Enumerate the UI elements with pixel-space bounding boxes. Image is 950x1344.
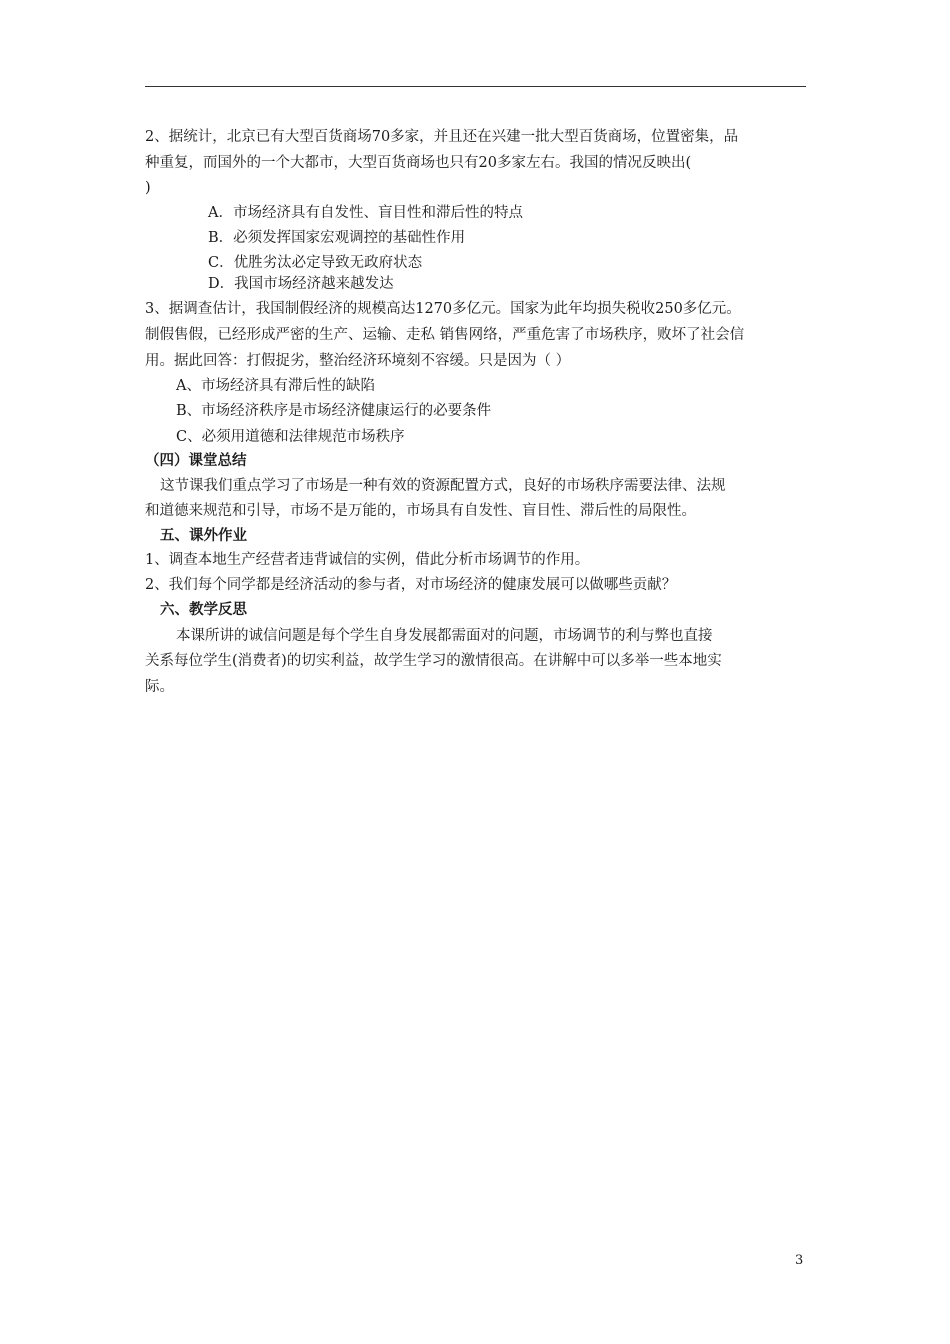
reflection-line-1: 本课所讲的诚信问题是每个学生自身发展都需面对的问题，市场调节的利与弊也直接 — [176, 628, 713, 644]
summary-line-2: 和道德来规范和引导，市场不是万能的，市场具有自发性、盲目性、滞后性的局限性。 — [145, 503, 696, 519]
homework-item-2: 2、我们每个同学都是经济活动的参与者，对市场经济的健康发展可以做哪些贡献？ — [145, 577, 677, 593]
q3-line-2: 制假售假，已经形成严密的生产、运输、走私 销售网络，严重危害了市场秩序，败坏了社会信 — [145, 327, 745, 343]
summary-line-1: 这节课我们重点学习了市场是一种有效的资源配置方式，良好的市场秩序需要法律、法规 — [160, 478, 726, 494]
summary-heading: （四）课堂总结 — [145, 452, 247, 469]
q3-option-c: C、必须用道德和法律规范市场秩序 — [176, 429, 405, 445]
q3-line-1: 3、据调查估计，我国制假经济的规模高达1270多亿元。国家为此年均损失税收250多亿元。 — [145, 301, 741, 317]
q2-option-c: C．优胜劣汰必定导致无政府状态 — [208, 255, 423, 271]
homework-heading: 五、课外作业 — [160, 527, 247, 544]
q2-option-a: A．市场经济具有自发性、盲目性和滞后性的特点 — [208, 205, 523, 221]
q3-line-3: 用。据此回答：打假捉劣，整治经济环境刻不容缓。只是因为（ ） — [145, 353, 571, 369]
homework-item-1: 1、调查本地生产经营者违背诚信的实例，借此分析市场调节的作用。 — [145, 552, 590, 568]
page-number: 3 — [795, 1253, 804, 1268]
q2-line-1: 2、据统计，北京已有大型百货商场70多家，并且还在兴建一批大型百货商场，位置密集，品 — [145, 129, 739, 145]
reflection-line-3: 际。 — [145, 679, 174, 695]
q3-option-a: A、市场经济具有滞后性的缺陷 — [176, 378, 375, 394]
reflection-line-2: 关系每位学生(消费者)的切实利益，故学生学习的激情很高。在讲解中可以多举一些本地实 — [145, 653, 722, 669]
q2-option-d: D．我国市场经济越来越发达 — [208, 276, 394, 292]
header-rule — [145, 86, 806, 87]
q3-option-b: B、市场经济秩序是市场经济健康运行的必要条件 — [176, 403, 492, 419]
q2-option-b: B．必须发挥国家宏观调控的基础性作用 — [208, 230, 466, 246]
q2-line-2: 种重复，而国外的一个大都市，大型百货商场也只有20多家左右。我国的情况反映出( — [145, 155, 692, 171]
reflection-heading: 六、教学反思 — [160, 601, 247, 618]
q2-line-3: ) — [145, 180, 151, 196]
